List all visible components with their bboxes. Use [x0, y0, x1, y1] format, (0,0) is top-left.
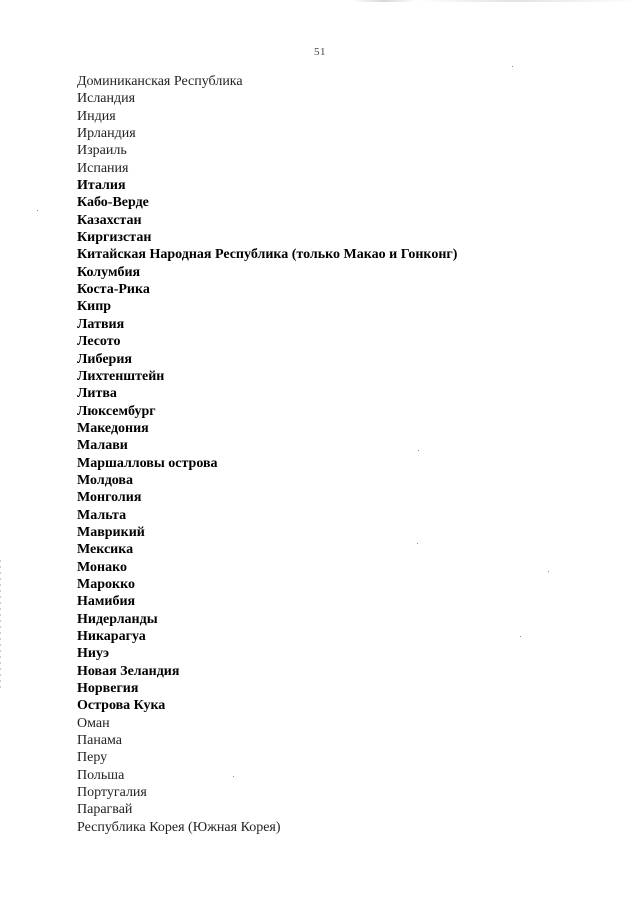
country-item: Перу — [77, 750, 108, 766]
country-item: Доминиканская Республика — [77, 74, 243, 89]
country-item: Кипр — [77, 299, 112, 315]
page-number: 51 — [314, 46, 326, 58]
country-item: Колумбия — [77, 264, 141, 280]
country-item: Китайская Народная Республика (только Макао и Гонконг) — [77, 247, 458, 263]
country-item: Острова Кука — [77, 698, 166, 714]
country-item: Марокко — [77, 576, 135, 592]
country-item: Коста-Рика — [77, 282, 150, 298]
scan-speck — [37, 210, 38, 211]
country-item: Малави — [77, 438, 128, 454]
country-item: Люксембург — [77, 403, 156, 419]
country-item: Ниуэ — [77, 646, 110, 662]
country-item: Либерия — [77, 351, 132, 367]
country-item: Казахстан — [77, 212, 142, 228]
country-item: Никарагуа — [77, 629, 146, 644]
country-item: Лесото — [77, 334, 121, 350]
country-item: Италия — [77, 178, 126, 194]
country-item: Молдова — [77, 472, 133, 488]
country-item: Польша — [77, 767, 125, 783]
scan-speck — [512, 66, 513, 67]
country-item: Латвия — [77, 316, 125, 332]
country-item: Мексика — [77, 542, 134, 558]
scan-speck — [417, 543, 418, 544]
country-item: Македония — [77, 420, 149, 436]
country-item: Исландия — [77, 91, 136, 107]
country-list — [77, 73, 457, 836]
country-item: Израиль — [77, 143, 127, 159]
scan-speck — [418, 450, 419, 451]
country-item: Маврикий — [77, 524, 145, 540]
country-item: Литва — [77, 386, 117, 402]
scan-edge-left — [0, 560, 1, 690]
country-item: Панама — [77, 733, 123, 749]
scan-speck — [233, 776, 234, 777]
country-item: Маршалловы острова — [77, 455, 218, 471]
country-item: Норвегия — [77, 681, 139, 697]
country-item: Монако — [77, 559, 127, 575]
country-item: Оман — [77, 715, 110, 731]
scan-speck — [520, 636, 521, 637]
country-item: Испания — [77, 160, 129, 176]
country-item: Индия — [77, 108, 116, 124]
country-item: Ирландия — [77, 126, 136, 142]
country-item: Лихтенштейн — [77, 368, 165, 384]
scan-edge-top — [0, 0, 640, 2]
country-item: Киргизстан — [77, 230, 152, 246]
country-item: Новая Зеландия — [77, 663, 180, 679]
country-item: Нидерланды — [77, 611, 158, 627]
scan-speck — [548, 571, 549, 572]
country-item: Монголия — [77, 490, 142, 506]
country-item: Португалия — [77, 785, 147, 801]
country-item: Мальта — [77, 507, 127, 523]
country-item: Намибия — [77, 594, 136, 610]
country-item: Парагвай — [77, 802, 133, 818]
country-item: Республика Корея (Южная Корея) — [77, 819, 281, 835]
country-item: Кабо-Верде — [77, 195, 149, 211]
